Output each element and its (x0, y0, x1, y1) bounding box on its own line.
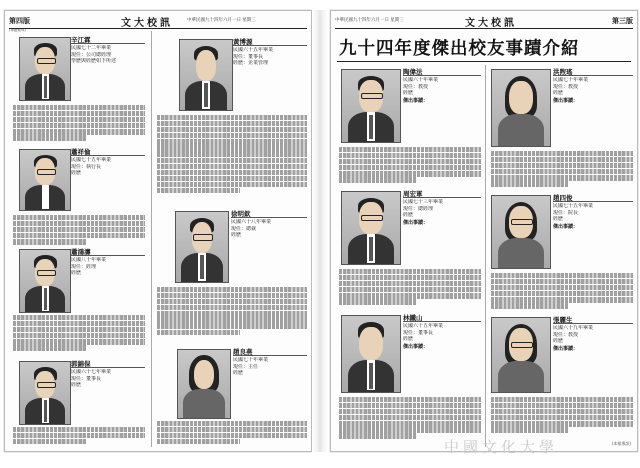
profile-line: 現任：教授 (403, 83, 429, 90)
profile-line: 現任：主任 (233, 363, 259, 370)
profile-body-text (491, 273, 633, 313)
profile-info (403, 315, 481, 350)
profile-line: 現任：總經理 (403, 205, 434, 212)
profile-info (233, 349, 307, 377)
profile-line: 經歷 (553, 216, 564, 223)
profile-photo (341, 315, 401, 393)
profile-line: 經歷 (71, 170, 82, 177)
profile-photo (19, 37, 71, 101)
profile-photo (19, 149, 71, 211)
profile-info (231, 211, 307, 239)
profile-name: 趙四俊 (553, 195, 633, 202)
profile-line: 民國七十三年畢業 (403, 199, 444, 206)
profile-photo (19, 249, 71, 313)
issue-date: 中華民國九十四年六月一日 星期三 (335, 18, 404, 23)
issue-date: 中華民國九十四年六月一日 星期三 (187, 18, 256, 23)
profile-line: 現任：總裁 (231, 225, 257, 232)
profile-name: 徐明欽 (231, 211, 307, 218)
profile-line: 民國六十七年畢業 (71, 369, 112, 376)
profile-name: 林鐵山 (403, 315, 481, 322)
profile-photo (491, 69, 551, 147)
profile-line: 經歷 (71, 382, 82, 389)
profile-name: 蕭鴻濤 (71, 249, 145, 256)
profile-line: 經歷 (403, 212, 414, 219)
profile-body-text (157, 421, 307, 447)
profile-line: 民國六十八年畢業 (231, 219, 272, 226)
profile-line: 現任：院長 (553, 209, 579, 216)
profile-line: 經歷 (233, 370, 244, 377)
profile-photo (179, 39, 233, 111)
profile-section-label: 傑出事蹟： (403, 97, 429, 104)
profile-line: 民國六十五年畢業 (403, 323, 444, 330)
profile-line: 經歷：企業管理 (233, 60, 269, 67)
left-page-header (9, 14, 307, 29)
profile-body-text (13, 105, 145, 143)
profile-line: 民國六十年畢業 (403, 77, 439, 84)
profile-photo (175, 211, 229, 283)
profile-line: 民國七十五年畢業 (553, 203, 594, 210)
profile-name: 辛江霖 (71, 37, 145, 44)
profile-name: 蕭祥倫 (71, 149, 145, 156)
profile-line: 現任：董事長 (233, 53, 264, 60)
masthead: 文大校訊 (465, 18, 517, 29)
profile-line: 民國六十九年畢業 (553, 325, 594, 332)
profile-line: 現任：教授 (553, 331, 579, 338)
profile-info (403, 69, 481, 104)
profile-info (233, 39, 307, 67)
profile-line: 經歷 (403, 336, 414, 343)
section-label: (專題報導) (9, 28, 26, 32)
title-rule (337, 61, 631, 62)
profile-body-text (157, 287, 307, 343)
left-page (4, 10, 312, 452)
profile-line: 民國七十年畢業 (553, 77, 589, 84)
column-divider (151, 31, 152, 447)
profile-line: 經歷 (553, 90, 564, 97)
profile-line: 現任：經理 (71, 263, 97, 270)
profile-info (403, 191, 481, 226)
profile-info (71, 249, 145, 277)
profile-line: 現任：執行長 (71, 163, 102, 170)
profile-line: 民國六十五年畢業 (233, 47, 274, 54)
profile-line: 經歷 (71, 270, 82, 277)
footnote: (本報專訊) (611, 441, 631, 446)
page-title: 九十四年度傑出校友事蹟介紹 (339, 39, 580, 59)
profile-body-text (339, 147, 481, 187)
profile-name: 陶偉法 (403, 69, 481, 76)
profile-line: 現任：董事長 (403, 329, 434, 336)
profile-line: 民國七十年畢業 (233, 357, 269, 364)
profile-section-label: 傑出事蹟： (403, 219, 429, 226)
profile-name: 洪煦瑤 (553, 69, 633, 76)
profile-line: 經歷 (231, 232, 242, 239)
profile-body-text (339, 269, 481, 309)
profile-body-text (491, 151, 633, 191)
page-label: 第四版 (9, 16, 30, 25)
profile-line: 現任：教授 (553, 83, 579, 90)
profile-line: 現任：董事長 (71, 375, 102, 382)
right-page-header (335, 14, 633, 29)
profile-line: 現任：公司總經理 (71, 51, 112, 58)
watermark: 中國文化大學 (444, 438, 559, 456)
profile-line: 民國八十年畢業 (71, 257, 107, 264)
profile-info (553, 317, 633, 352)
profile-photo (19, 361, 71, 425)
profile-photo (341, 69, 401, 143)
profile-info (71, 149, 145, 177)
profile-info (71, 37, 145, 65)
profile-body-text (13, 215, 145, 245)
profile-body-text (157, 115, 307, 205)
column-divider (485, 65, 486, 447)
profile-section-label: 傑出事蹟： (403, 343, 429, 350)
profile-photo (491, 317, 551, 393)
profile-body-text (13, 315, 145, 355)
profile-section-label: 傑出事蹟： (553, 97, 579, 104)
page-label: 第三版 (612, 16, 633, 25)
profile-name: 張麗生 (553, 317, 633, 324)
profile-line: 經歷 (403, 90, 414, 97)
profile-body-text (491, 397, 633, 439)
profile-photo (177, 349, 231, 419)
profile-line: 民國七十二年畢業 (71, 45, 112, 52)
right-page (330, 10, 638, 452)
profile-info (553, 69, 633, 104)
masthead: 文大校訊 (121, 18, 173, 29)
profile-line: 民國七十五年畢業 (71, 157, 112, 164)
profile-section-label: 傑出事蹟： (553, 345, 579, 352)
profile-info (553, 195, 633, 230)
profile-line: 學歷與經歷如下所述 (71, 58, 117, 65)
profile-name: 黃博源 (233, 39, 307, 46)
profile-body-text (13, 427, 145, 447)
profile-section-label: 傑出事蹟： (553, 223, 579, 230)
profile-info (71, 361, 145, 389)
profile-photo (341, 191, 401, 265)
profile-name: 趙良燕 (233, 349, 307, 356)
profile-name: 郭錦保 (71, 361, 145, 368)
page-gutter (312, 10, 328, 452)
profile-line: 經歷 (553, 338, 564, 345)
profile-photo (491, 195, 551, 269)
profile-name: 周宏軍 (403, 191, 481, 198)
